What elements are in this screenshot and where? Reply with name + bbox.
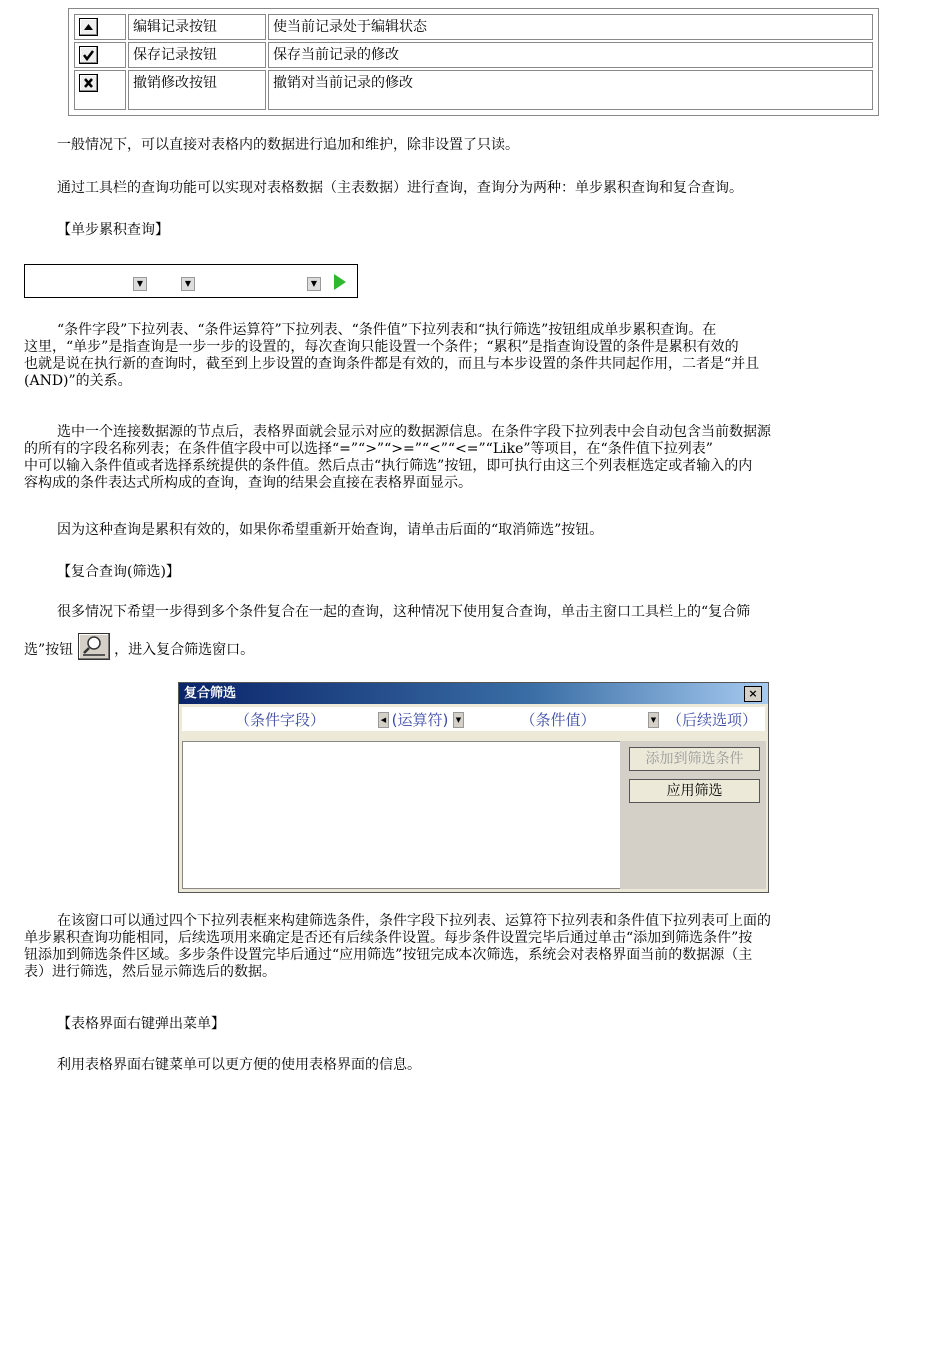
chevron-down-icon[interactable]: ▼ <box>181 277 195 291</box>
chevron-down-icon[interactable]: ▼ <box>307 277 321 291</box>
text-line: 单步累积查询功能相同，后续选项用来确定是否还有后续条件设置。每步条件设置完毕后通过单击“添加到筛选条件”按 <box>24 930 753 946</box>
paragraph: 一般情况下，可以直接对表格内的数据进行追加和维护，除非设置了只读。 <box>57 137 519 153</box>
text-line: 这里，“单步”是指查询是一步一步的设置的，每次查询只能设置一个条件；“累积”是指查询设置的条件是累积有效的 <box>24 339 739 355</box>
paragraph <box>24 424 914 492</box>
chevron-down-icon[interactable]: ▼ <box>453 712 464 728</box>
apply-filter-button[interactable]: 应用筛选 <box>629 779 760 803</box>
save-record-icon <box>79 46 98 64</box>
compound-filter-dialog <box>178 682 769 893</box>
button-name: 撤销修改按钮 <box>128 70 266 110</box>
next-option-select[interactable]: （后续选项） <box>666 711 757 729</box>
text-line: 很多情况下希望一步得到多个条件复合在一起的查询，这种情况下使用复合查询，单击主窗口工具栏上的“复合筛 <box>57 604 751 620</box>
compound-filter-search-icon[interactable] <box>78 633 110 660</box>
text-line: 的所有的字段名称列表；在条件值字段中可以选择“=”“>”“>=”“<”“<=”“Like”等项目，在“条件值下拉列表” <box>24 441 713 457</box>
condition-value-select[interactable]: （条件值） <box>520 711 596 729</box>
paragraph <box>24 604 914 660</box>
icon-cell <box>74 42 126 68</box>
filter-condition-row <box>182 707 765 731</box>
text-line: 选中一个连接数据源的节点后，表格界面就会显示对应的数据源信息。在条件字段下拉列表中会自动包含当前数据源 <box>57 424 771 440</box>
button-name: 保存记录按钮 <box>128 42 266 68</box>
button-desc: 保存当前记录的修改 <box>268 42 873 68</box>
button-desc: 使当前记录处于编辑状态 <box>268 14 873 40</box>
text-line: 钮添加到筛选条件区域。多步条件设置完毕后通过“应用筛选”按钮完成本次筛选，系统会对表格界面当前的数据源（主 <box>24 947 753 963</box>
text-line: 在该窗口可以通过四个下拉列表框来构建筛选条件，条件字段下拉列表、运算符下拉列表和条件值下拉列表可上面的 <box>57 913 771 929</box>
text-line <box>24 633 914 660</box>
text-line: 也就是说在执行新的查询时，截至到上步设置的查询条件都是有效的，而且与本步设置的条件共同起作用，二者是“并且 <box>24 356 760 372</box>
icon-cell <box>74 70 126 110</box>
section-heading: 【单步累积查询】 <box>57 222 169 238</box>
execute-filter-icon[interactable] <box>333 274 347 290</box>
button-desc: 撤销对当前记录的修改 <box>268 70 873 110</box>
edit-record-icon <box>79 18 98 36</box>
condition-field-dropdown[interactable] <box>27 275 147 291</box>
text-fragment: ，进入复合筛选窗口。 <box>114 642 255 658</box>
cancel-edit-icon <box>79 74 98 92</box>
add-to-filter-button[interactable]: 添加到筛选条件 <box>629 747 760 771</box>
single-step-query-toolbar <box>24 264 358 298</box>
condition-value-dropdown[interactable] <box>199 275 319 291</box>
icon-cell <box>74 14 126 40</box>
text-line: (AND)”的关系。 <box>24 373 132 389</box>
chevron-down-icon[interactable]: ◀ <box>378 712 389 728</box>
chevron-down-icon[interactable]: ▼ <box>648 712 659 728</box>
paragraph: 通过工具栏的查询功能可以实现对表格数据（主表数据）进行查询，查询分为两种：单步累积查询和复合查询。 <box>57 180 743 196</box>
button-description-table <box>68 8 879 116</box>
paragraph: 因为这种查询是累积有效的，如果你希望重新开始查询，请单击后面的“取消筛选”按钮。 <box>57 522 604 538</box>
section-heading: 【表格界面右键弹出菜单】 <box>57 1016 225 1032</box>
text-line: 容构成的条件表达式所构成的查询，查询的结果会直接在表格界面显示。 <box>24 475 472 491</box>
text-fragment: 选”按钮 <box>24 642 74 658</box>
operator-select[interactable]: (运算符) <box>391 711 449 729</box>
text-line: 表）进行筛选，然后显示筛选后的数据。 <box>24 964 276 980</box>
section-heading: 【复合查询(筛选)】 <box>57 564 180 580</box>
dialog-titlebar <box>179 683 768 704</box>
dialog-title: 复合筛选 <box>184 686 237 701</box>
text-line: “条件字段”下拉列表、“条件运算符”下拉列表、“条件值”下拉列表和“执行筛选”按钮组成单步累积查询。在 <box>57 322 717 338</box>
paragraph <box>24 913 914 981</box>
button-name: 编辑记录按钮 <box>128 14 266 40</box>
paragraph: 利用表格界面右键菜单可以更方便的使用表格界面的信息。 <box>57 1057 421 1073</box>
text-line: 中可以输入条件值或者选择系统提供的条件值。然后点击“执行筛选”按钮，即可执行由这三个列表框选定或者输入的内 <box>24 458 753 474</box>
condition-field-select[interactable]: （条件字段） <box>234 711 325 729</box>
close-icon[interactable]: × <box>744 686 762 702</box>
filter-conditions-list[interactable] <box>182 741 622 889</box>
chevron-down-icon[interactable]: ▼ <box>133 277 147 291</box>
paragraph <box>24 322 914 390</box>
